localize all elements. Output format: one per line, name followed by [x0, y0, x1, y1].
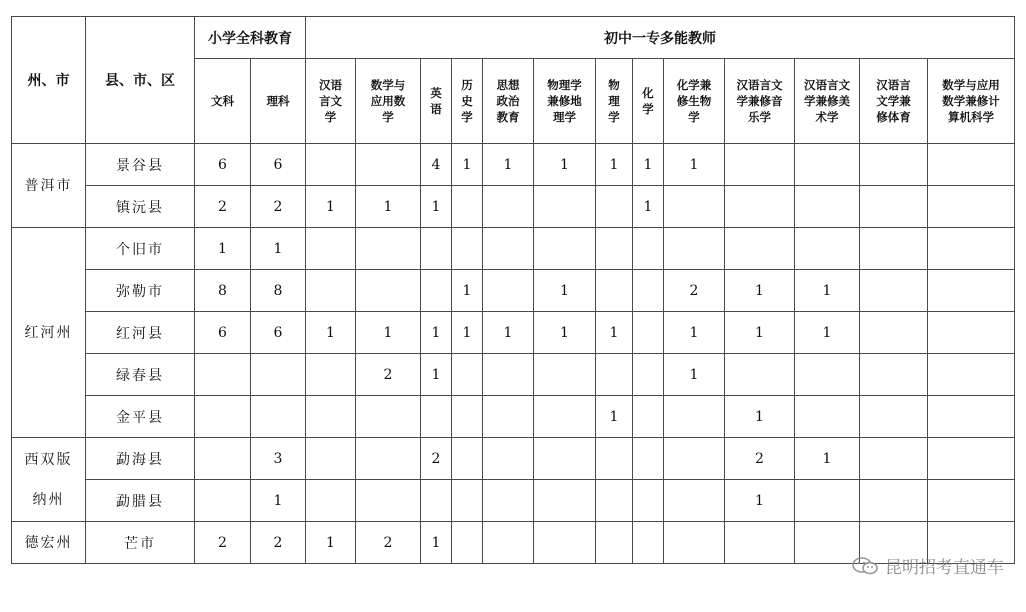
quota-cell: [795, 480, 860, 522]
subject-label-line: 英: [430, 86, 442, 100]
quota-cell: [795, 522, 860, 564]
table-row: [12, 480, 1015, 522]
subject-label-line: 修生物: [676, 94, 712, 108]
subject-column-header: [860, 59, 928, 144]
quota-cell: 2: [421, 438, 452, 480]
subject-label-line: 史: [461, 94, 473, 108]
quota-cell: 1: [596, 144, 633, 186]
quota-cell: [860, 144, 928, 186]
table-row: [12, 438, 1015, 480]
quota-cell: 1: [421, 354, 452, 396]
quota-cell: [664, 186, 725, 228]
quota-cell: [195, 396, 251, 438]
quota-cell: 1: [633, 186, 664, 228]
subject-label-line: 数学兼修计: [942, 94, 1000, 108]
table-row: [12, 354, 1015, 396]
prefecture-name: 红河州: [24, 324, 73, 341]
quota-cell: [725, 522, 795, 564]
header-row-groups: [12, 17, 1015, 59]
prefecture-name: 纳州: [32, 491, 65, 508]
quota-cell: [534, 522, 596, 564]
quota-cell: [483, 270, 534, 312]
subject-column-label: [677, 77, 712, 125]
quota-cell: [452, 480, 483, 522]
county-cell: 芒市: [86, 522, 195, 564]
subject-column-label: [608, 77, 620, 125]
table-row: [12, 270, 1015, 312]
quota-cell: 2: [251, 522, 306, 564]
quota-cell: [664, 438, 725, 480]
quota-cell: 1: [534, 144, 596, 186]
quota-cell: 2: [251, 186, 306, 228]
quota-cell: 1: [725, 270, 795, 312]
subject-column-header: [596, 59, 633, 144]
quota-cell: 1: [725, 312, 795, 354]
quota-cell: [534, 228, 596, 270]
subject-column-label: [430, 85, 442, 117]
subject-column-label: [211, 93, 234, 109]
quota-cell: [725, 354, 795, 396]
county-cell: 镇沅县: [86, 186, 195, 228]
subject-label-line: 物: [608, 78, 620, 92]
quota-cell: 1: [664, 312, 725, 354]
quota-cell: 1: [596, 396, 633, 438]
quota-cell: [725, 144, 795, 186]
quota-cell: 1: [421, 312, 452, 354]
quota-cell: [928, 312, 1015, 354]
quota-cell: 1: [251, 228, 306, 270]
quota-cell: 1: [483, 144, 534, 186]
quota-cell: [664, 480, 725, 522]
quota-cell: [633, 396, 664, 438]
quota-cell: [356, 396, 421, 438]
subject-label-line: 学: [324, 110, 337, 124]
quota-cell: 1: [664, 354, 725, 396]
quota-cell: 1: [534, 312, 596, 354]
quota-cell: [251, 396, 306, 438]
quota-cell: [356, 480, 421, 522]
quota-cell: [483, 228, 534, 270]
subject-label-line: 学: [688, 110, 700, 124]
quota-cell: [633, 270, 664, 312]
quota-cell: 1: [195, 228, 251, 270]
quota-cell: [452, 228, 483, 270]
quota-cell: [596, 438, 633, 480]
quota-cell: [483, 522, 534, 564]
subject-column-header: [452, 59, 483, 144]
subject-label-line: 学: [382, 110, 394, 124]
subject-label-line: 学兼修美: [804, 94, 850, 108]
table-row: [12, 228, 1015, 270]
subject-column-label: [497, 77, 520, 125]
quota-cell: [483, 354, 534, 396]
quota-cell: 1: [306, 522, 356, 564]
subject-label-line: 理科: [266, 94, 290, 108]
quota-cell: [596, 228, 633, 270]
subject-label-line: 理学: [553, 110, 576, 124]
table-body: [12, 144, 1015, 564]
quota-cell: 1: [452, 270, 483, 312]
subject-column-label: [942, 77, 1000, 125]
quota-cell: [928, 228, 1015, 270]
primary-group-header: 小学全科教育: [195, 17, 306, 59]
county-cell: 绿春县: [86, 354, 195, 396]
quota-cell: 1: [306, 186, 356, 228]
subject-column-header: [534, 59, 596, 144]
quota-cell: [452, 438, 483, 480]
quota-cell: [421, 270, 452, 312]
quota-cell: [195, 438, 251, 480]
quota-cell: [534, 438, 596, 480]
subject-label-line: 汉语言文: [804, 78, 850, 92]
prefecture-name: 普洱市: [24, 177, 73, 194]
subject-label-line: 政治: [496, 94, 520, 108]
subject-column-label: [804, 77, 850, 125]
quota-cell: [356, 270, 421, 312]
quota-cell: [795, 228, 860, 270]
quota-cell: 1: [725, 396, 795, 438]
subject-column-header: [483, 59, 534, 144]
prefecture-cell: [12, 144, 86, 228]
quota-cell: 1: [596, 312, 633, 354]
quota-cell: [306, 228, 356, 270]
quota-cell: [534, 186, 596, 228]
quota-cell: [633, 480, 664, 522]
subject-column-header: [633, 59, 664, 144]
county-cell: 景谷县: [86, 144, 195, 186]
quota-cell: 6: [251, 144, 306, 186]
quota-cell: [596, 186, 633, 228]
quota-cell: [356, 144, 421, 186]
subject-label-line: 学: [642, 102, 654, 116]
quota-cell: [483, 396, 534, 438]
quota-cell: 1: [664, 144, 725, 186]
subject-label-line: 兼修地: [547, 94, 582, 108]
table-row: [12, 396, 1015, 438]
quota-cell: 8: [251, 270, 306, 312]
quota-cell: [633, 312, 664, 354]
wechat-icon: [851, 556, 879, 576]
quota-cell: [251, 354, 306, 396]
quota-cell: [421, 228, 452, 270]
subject-label-line: 理: [608, 94, 620, 108]
subject-label-line: 数学与应用: [942, 78, 1000, 92]
quota-cell: [306, 438, 356, 480]
quota-cell: [306, 396, 356, 438]
watermark: [851, 553, 1004, 578]
subject-label-line: 化学兼: [676, 78, 712, 92]
subject-column-header: [356, 59, 421, 144]
quota-cell: [860, 186, 928, 228]
quota-cell: [795, 354, 860, 396]
quota-cell: 1: [633, 144, 664, 186]
subject-column-label: [461, 77, 473, 125]
quota-cell: 1: [725, 480, 795, 522]
quota-cell: 1: [452, 144, 483, 186]
quota-cell: [633, 354, 664, 396]
subject-label-line: 应用数: [370, 94, 406, 108]
quota-cell: [306, 480, 356, 522]
quota-cell: 1: [795, 312, 860, 354]
subject-label-line: 文科: [211, 94, 234, 108]
prefecture-header: 州、市: [12, 17, 86, 144]
quota-cell: 2: [725, 438, 795, 480]
county-cell: 勐海县: [86, 438, 195, 480]
quota-cell: 1: [452, 312, 483, 354]
county-cell: 红河县: [86, 312, 195, 354]
subject-label-line: 汉语言文: [736, 78, 783, 92]
quota-cell: 1: [356, 186, 421, 228]
quota-cell: [633, 522, 664, 564]
subject-label-line: 术学: [815, 110, 839, 124]
subject-column-header: [306, 59, 356, 144]
quota-cell: [664, 228, 725, 270]
quota-cell: 1: [421, 522, 452, 564]
county-cell: 勐腊县: [86, 480, 195, 522]
subject-column-label: [642, 85, 654, 117]
quota-cell: [928, 354, 1015, 396]
subject-column-label: [547, 77, 582, 125]
quota-cell: [928, 480, 1015, 522]
quota-cell: [356, 228, 421, 270]
subject-column-header: [928, 59, 1015, 144]
quota-cell: 1: [795, 438, 860, 480]
quota-cell: [306, 354, 356, 396]
quota-cell: [534, 396, 596, 438]
quota-cell: [421, 480, 452, 522]
quota-cell: [195, 354, 251, 396]
secondary-group-header: 初中一专多能教师: [306, 17, 1015, 59]
quota-cell: 1: [534, 270, 596, 312]
subject-label-line: 算机科学: [948, 110, 995, 124]
quota-cell: [664, 522, 725, 564]
quota-cell: [928, 270, 1015, 312]
subject-label-line: 数学与: [370, 78, 406, 92]
subject-column-header: [421, 59, 452, 144]
quota-cell: [633, 438, 664, 480]
quota-cell: 2: [356, 522, 421, 564]
watermark-text: 昆明招考直通车: [885, 558, 1004, 578]
quota-cell: 1: [251, 480, 306, 522]
quota-cell: 3: [251, 438, 306, 480]
subject-column-label: [737, 77, 783, 125]
quota-cell: [452, 354, 483, 396]
prefecture-cell: [12, 522, 86, 564]
subject-label-line: 学: [461, 110, 473, 124]
quota-cell: [860, 480, 928, 522]
quota-cell: [928, 144, 1015, 186]
quota-cell: 2: [195, 186, 251, 228]
quota-cell: 1: [421, 186, 452, 228]
quota-cell: 6: [195, 144, 251, 186]
quota-cell: [596, 480, 633, 522]
quota-cell: 2: [356, 354, 421, 396]
table-row: [12, 186, 1015, 228]
subject-label-line: 思想: [496, 78, 520, 92]
quota-cell: [795, 396, 860, 438]
quota-cell: 8: [195, 270, 251, 312]
quota-cell: [928, 186, 1015, 228]
quota-cell: 6: [195, 312, 251, 354]
quota-cell: [860, 438, 928, 480]
subject-column-label: [319, 77, 342, 125]
quota-cell: [928, 438, 1015, 480]
quota-cell: [596, 354, 633, 396]
quota-cell: [633, 228, 664, 270]
subject-label-line: 汉语言: [876, 78, 911, 92]
quota-cell: [356, 438, 421, 480]
subject-column-header: [795, 59, 860, 144]
quota-cell: 4: [421, 144, 452, 186]
quota-cell: [452, 522, 483, 564]
quota-cell: [483, 480, 534, 522]
prefecture-cell: [12, 228, 86, 438]
subject-label-line: 学: [608, 110, 620, 124]
quota-cell: [795, 144, 860, 186]
prefecture-name: 西双版: [24, 451, 73, 468]
quota-cell: [195, 480, 251, 522]
table-row: [12, 144, 1015, 186]
quota-cell: [306, 144, 356, 186]
quota-cell: 2: [195, 522, 251, 564]
quota-cell: [860, 354, 928, 396]
quota-cell: [860, 228, 928, 270]
quota-cell: [860, 312, 928, 354]
quota-cell: [421, 396, 452, 438]
quota-cell: 1: [483, 312, 534, 354]
subject-label-line: 历: [461, 78, 473, 92]
subject-label-line: 化: [642, 86, 654, 100]
quota-cell: 1: [356, 312, 421, 354]
quota-cell: [452, 396, 483, 438]
county-cell: 弥勒市: [86, 270, 195, 312]
county-cell: 金平县: [86, 396, 195, 438]
quota-cell: [483, 438, 534, 480]
subject-label-line: 修体育: [876, 110, 911, 124]
subject-label-line: 文学兼: [876, 94, 911, 108]
subject-label-line: 学兼修音: [736, 94, 783, 108]
subject-column-header: [195, 59, 251, 144]
quota-cell: [860, 396, 928, 438]
quota-cell: 6: [251, 312, 306, 354]
subject-label-line: 言文: [319, 94, 342, 108]
quota-cell: [795, 186, 860, 228]
quota-cell: [483, 186, 534, 228]
subject-label-line: 汉语: [319, 78, 342, 92]
table-header: [12, 17, 1015, 144]
county-header: 县、市、区: [86, 17, 195, 144]
quota-cell: 1: [795, 270, 860, 312]
subject-column-label: [876, 77, 911, 125]
prefecture-name: 德宏州: [24, 534, 73, 551]
quota-cell: [534, 354, 596, 396]
prefecture-cell: [12, 438, 86, 522]
subject-label-line: 教育: [496, 110, 520, 124]
subject-column-header: [725, 59, 795, 144]
quota-cell: 2: [664, 270, 725, 312]
subject-column-header: [251, 59, 306, 144]
quota-cell: [534, 480, 596, 522]
quota-cell: [664, 396, 725, 438]
quota-cell: [452, 186, 483, 228]
subject-column-header: [664, 59, 725, 144]
quota-cell: [860, 270, 928, 312]
county-cell: 个旧市: [86, 228, 195, 270]
subject-label-line: 语: [430, 102, 442, 116]
subject-column-label: [267, 93, 290, 109]
quota-cell: 1: [306, 312, 356, 354]
subject-label-line: 物理学: [547, 78, 582, 92]
quota-cell: [306, 270, 356, 312]
subject-column-label: [371, 77, 406, 125]
allocation-table: [11, 16, 1015, 564]
quota-cell: [596, 270, 633, 312]
quota-cell: [596, 522, 633, 564]
subject-label-line: 乐学: [748, 110, 771, 124]
quota-cell: [928, 396, 1015, 438]
quota-cell: [725, 186, 795, 228]
table-row: [12, 312, 1015, 354]
quota-cell: [725, 228, 795, 270]
